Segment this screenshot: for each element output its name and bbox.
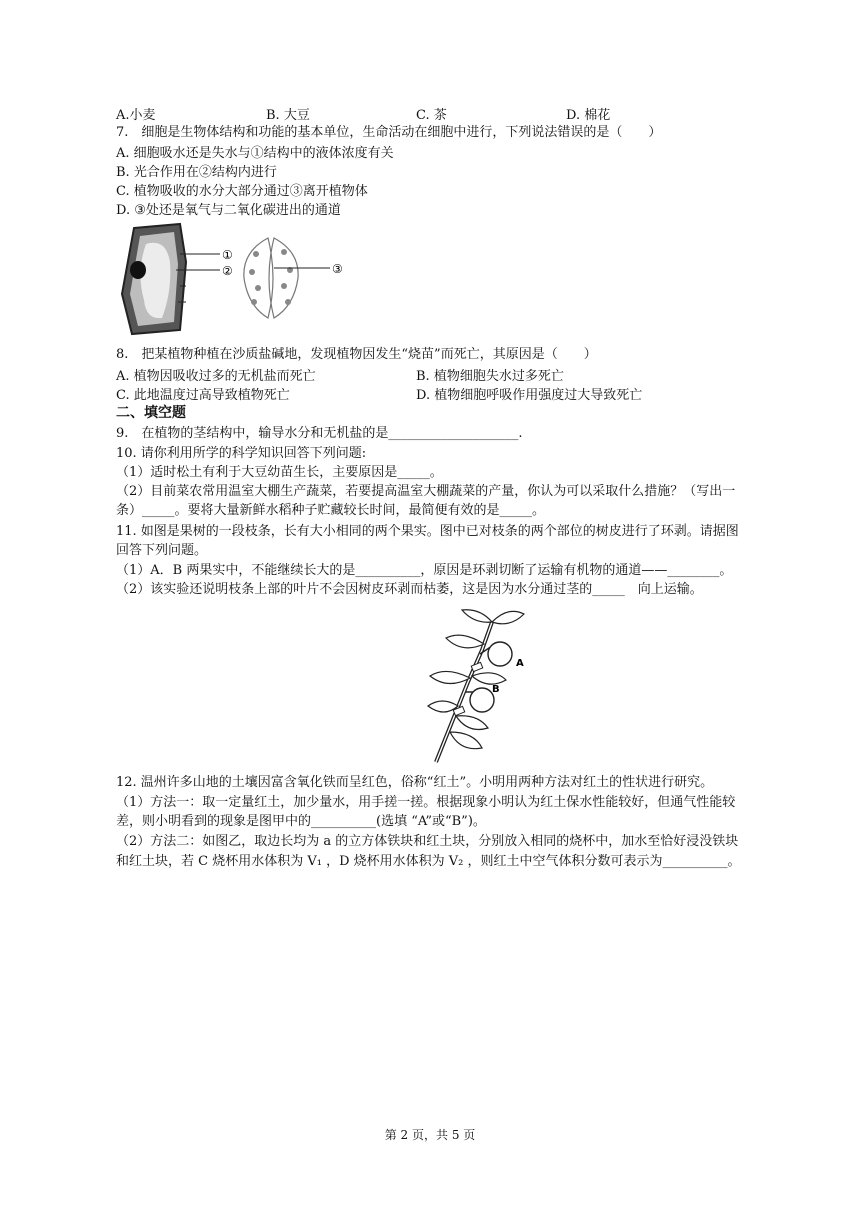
fruit-b <box>470 688 494 712</box>
leaf <box>450 732 482 749</box>
leaf <box>446 635 484 648</box>
q10-stem: 10. 请你利用所学的科学知识回答下列问题: <box>116 446 367 461</box>
label-3: ③ <box>332 262 343 276</box>
q9-stem: 9. 在植物的茎结构中，输导水分和无机盐的是____________________. <box>116 426 523 441</box>
q12-part1-line2: 差，则小明看到的现象是图甲中的__________(选填 “A”或“B”)。 <box>116 814 486 829</box>
fruit-branch-figure <box>422 604 546 764</box>
q6-option-b: B. 大豆 <box>266 108 310 123</box>
q12-part2-line2: 和红土块，若 C 烧杯用水体积为 V₁ ，D 烧杯用水体积为 V₂ ，则红土中空气体积分数可表示为__________。 <box>116 854 741 869</box>
q7-option-b: B. 光合作用在②结构内进行 <box>116 165 277 180</box>
leaf <box>472 673 506 684</box>
fruit-a <box>488 642 512 666</box>
q8-option-a: A. 植物因吸收过多的无机盐而死亡 <box>116 369 316 384</box>
q6-option-a: A.小麦 <box>116 108 156 123</box>
q7-option-a: A. 细胞吸水还是失水与①结构中的液体浓度有关 <box>116 146 394 161</box>
page-footer: 第 2 页，共 5 页 <box>384 1128 476 1142</box>
q8-option-c: C. 此地温度过高导致植物死亡 <box>116 388 290 403</box>
q8-option-b: B. 植物细胞失水过多死亡 <box>416 369 564 384</box>
q12-part2-line1: （2）方法二：如图乙，取边长均为 a 的立方体铁块和红土块，分别放入相同的烧杯中，加水至恰好浸没铁块 <box>116 834 739 849</box>
nucleus <box>130 261 146 279</box>
q6-option-d: D. 棉花 <box>566 108 611 123</box>
leaf <box>456 716 488 730</box>
q10-part2-line2: 条）_____。要将大量新鲜水稻种子贮藏较长时间，最简便有效的是_____。 <box>116 503 546 518</box>
leaf <box>492 611 524 623</box>
q11-stem-line2: 回答下列问题。 <box>116 543 208 558</box>
q12-stem: 12. 温州许多山地的土壤因富含氧化铁而呈红色，俗称“红土”。小明用两种方法对红土的性状进行研究。 <box>116 775 714 790</box>
fruit-a-label: A <box>516 658 524 669</box>
label-2: ② <box>222 264 233 278</box>
label-1: ① <box>222 248 233 262</box>
leaf <box>430 671 470 683</box>
q7-option-c: C. 植物吸收的水分大部分通过③离开植物体 <box>116 184 368 199</box>
q7-stem: 7. 细胞是生物体结构和功能的基本单位，生命活动在细胞中进行，下列说法错误的是（ ） <box>116 125 662 140</box>
q11-stem-line1: 11. 如图是果树的一段枝条，长有大小相同的两个果实。图中已对枝条的两个部位的树皮进行了环剥。请据图 <box>116 524 739 539</box>
q8-option-d: D. 植物细胞呼吸作用强度过大导致死亡 <box>416 388 643 403</box>
q10-part1: （1）适时松土有利于大豆幼苗生长，主要原因是_____。 <box>116 465 443 480</box>
q8-stem: 8. 把某植物种植在沙质盐碱地，发现植物因发生“烧苗”而死亡，其原因是（ ） <box>116 347 597 362</box>
section-title-fill-in: 二、填空题 <box>116 405 186 421</box>
q11-part1: （1）A．B 两果实中，不能继续长大的是__________，原因是环剥切断了运输有机物的通道——________。 <box>116 563 733 578</box>
q12-part1-line1: （1）方法一：取一定量红土，加少量水，用手搓一搓。根据现象小明认为红土保水性能较好，但通气性能较 <box>116 795 736 810</box>
girdle-ring-upper <box>471 662 483 671</box>
q7-option-d: D. ③处还是氧气与二氧化碳进出的通道 <box>116 203 341 218</box>
leaf <box>462 610 492 623</box>
q6-option-c: C. 茶 <box>416 108 447 123</box>
q10-part2-line1: （2）目前菜农常用温室大棚生产蔬菜，若要提高温室大棚蔬菜的产量，你认为可以采取什么措施？（写出一 <box>116 484 736 499</box>
q11-part2: （2）该实验还说明枝条上部的叶片不会因树皮环剥而枯萎，这是因为水分通过茎的_____ 向上运输。 <box>116 582 703 597</box>
plant-cell-figure <box>116 222 362 342</box>
fruit-b-label: B <box>492 684 500 695</box>
